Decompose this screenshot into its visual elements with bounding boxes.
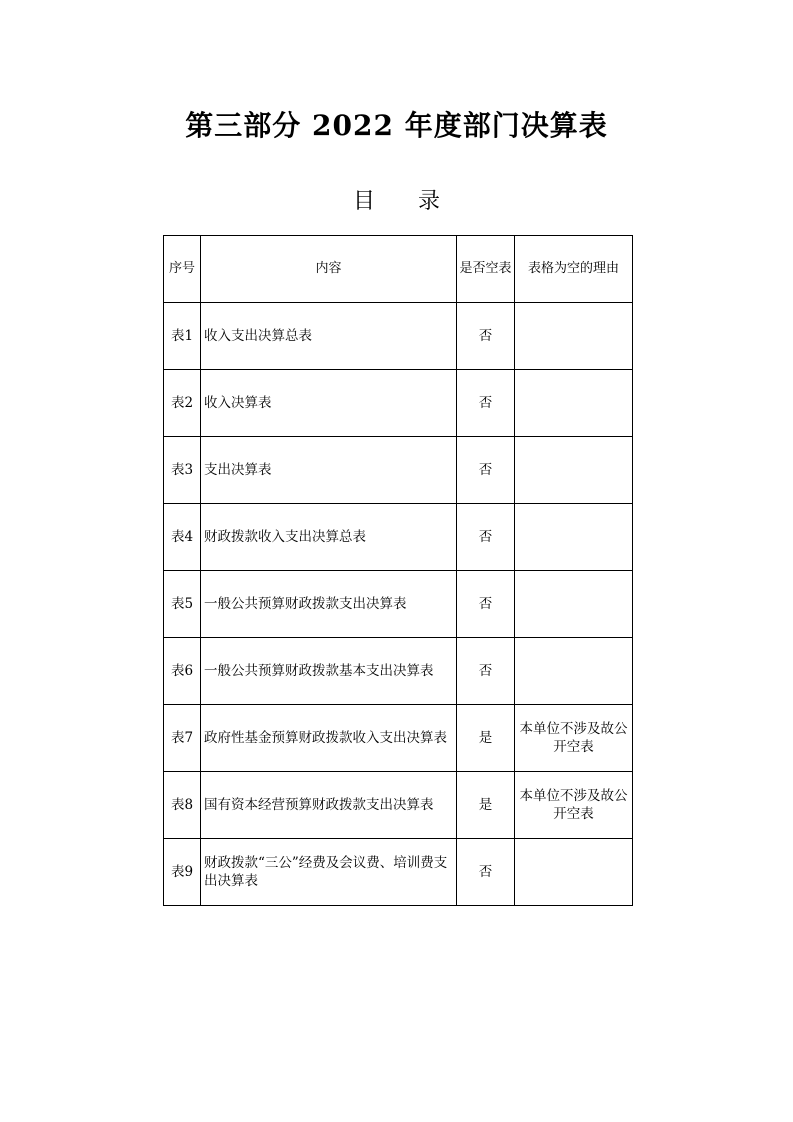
row-content: 政府性基金预算财政拨款收入支出决算表 [201,705,457,772]
row-no: 表1 [164,303,201,370]
row-is-empty: 否 [457,437,515,504]
table-row [164,504,633,571]
row-no: 表4 [164,504,201,571]
row-reason: 本单位不涉及故公开空表 [515,772,633,839]
row-reason [515,571,633,638]
row-is-empty: 否 [457,571,515,638]
row-no: 表2 [164,370,201,437]
header-is-empty: 是否空表 [457,236,515,303]
table-row [164,839,633,906]
row-content: 财政拨款收入支出决算总表 [201,504,457,571]
row-no: 表8 [164,772,201,839]
header-reason: 表格为空的理由 [515,236,633,303]
row-reason [515,839,633,906]
row-is-empty: 否 [457,370,515,437]
row-no: 表6 [164,638,201,705]
row-reason [515,370,633,437]
row-is-empty: 否 [457,504,515,571]
header-no: 序号 [164,236,201,303]
row-no: 表3 [164,437,201,504]
table-row [164,303,633,370]
row-reason [515,638,633,705]
row-content: 收入决算表 [201,370,457,437]
row-is-empty: 否 [457,303,515,370]
row-reason [515,504,633,571]
toc-table [163,235,633,906]
table-row [164,638,633,705]
row-content: 一般公共预算财政拨款支出决算表 [201,571,457,638]
header-content: 内容 [201,236,457,303]
row-content: 国有资本经营预算财政拨款支出决算表 [201,772,457,839]
row-no: 表5 [164,571,201,638]
row-no: 表7 [164,705,201,772]
table-row [164,772,633,839]
toc-heading: 目 录 [353,189,458,214]
row-no: 表9 [164,839,201,906]
row-is-empty: 否 [457,839,515,906]
row-is-empty: 是 [457,772,515,839]
table-header-row [164,236,633,303]
row-reason: 本单位不涉及故公开空表 [515,705,633,772]
row-reason [515,437,633,504]
row-content: 一般公共预算财政拨款基本支出决算表 [201,638,457,705]
page-title: 第三部分 2022 年度部门决算表 [185,109,608,142]
table-row [164,437,633,504]
row-content: 支出决算表 [201,437,457,504]
row-content: 收入支出决算总表 [201,303,457,370]
table-row [164,705,633,772]
row-is-empty: 否 [457,638,515,705]
row-is-empty: 是 [457,705,515,772]
table-row [164,571,633,638]
table-row [164,370,633,437]
row-reason [515,303,633,370]
row-content: 财政拨款“三公”经费及会议费、培训费支出决算表 [201,839,457,906]
